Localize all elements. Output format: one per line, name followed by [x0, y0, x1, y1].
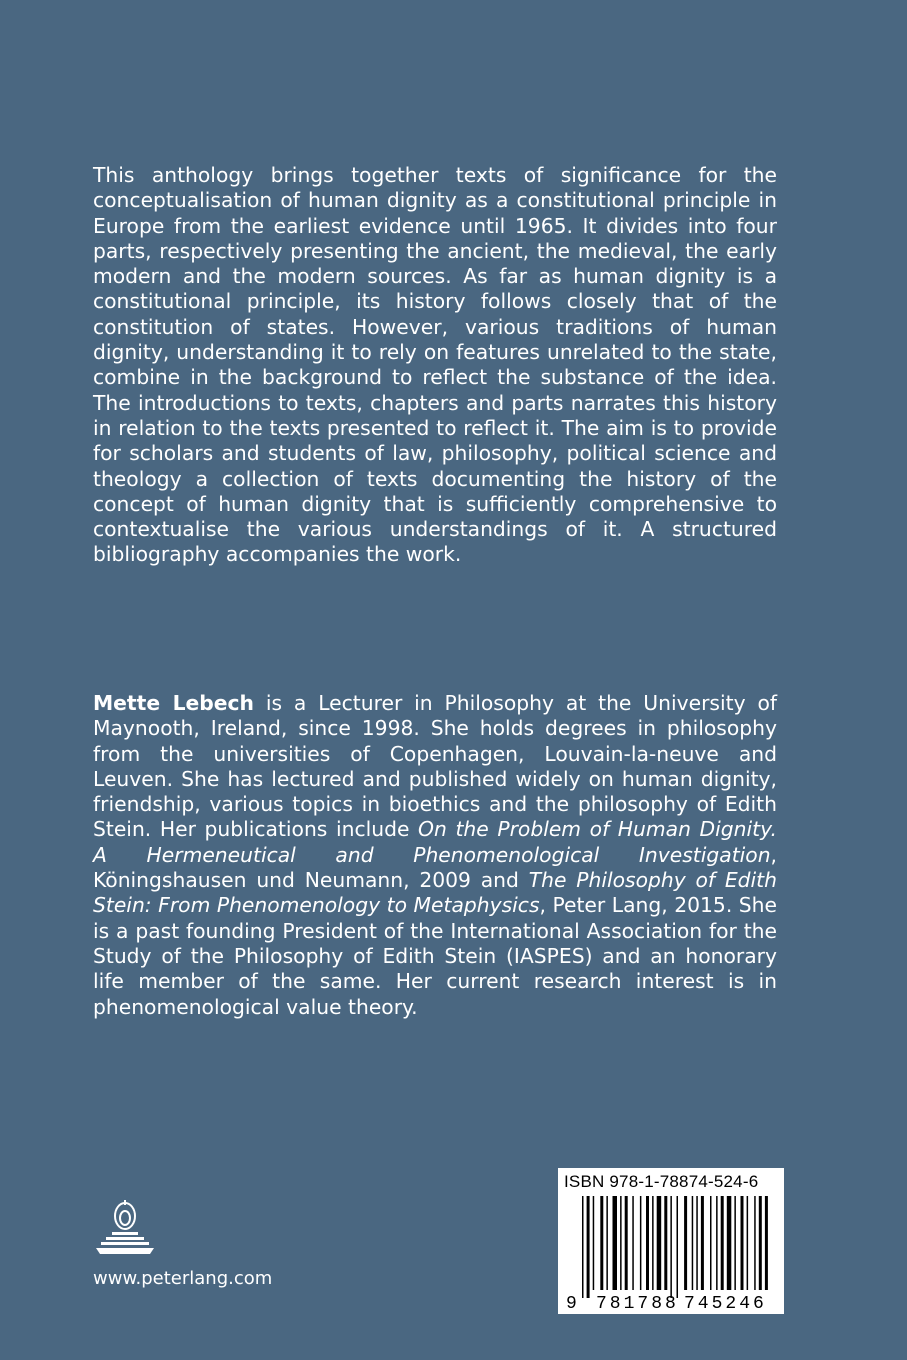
barcode-bar: [664, 1196, 667, 1290]
barcode-bar: [716, 1196, 718, 1290]
bio-text-2: , Köningshausen und Neumann, 2009 and: [93, 842, 777, 893]
barcode-bar: [652, 1196, 654, 1290]
barcode-bar: [754, 1196, 756, 1290]
bio-text-3: , Peter Lang, 2015. She is a past founding President of the International Association for the Study of the Philosophy of Edith Stein (IASPES) and an honorary life member of the same. Her current research interest is in phenomenological value theory.: [93, 893, 777, 1019]
barcode-bars: [558, 1168, 784, 1314]
barcode-bar: [593, 1196, 595, 1290]
barcode-bar: [646, 1196, 649, 1290]
barcode-bar: [620, 1196, 622, 1290]
barcode-bar: [727, 1196, 732, 1290]
barcode-bar: [692, 1196, 694, 1290]
publisher-logo-icon: [96, 1196, 154, 1258]
isbn-label: ISBN 978-1-78874-524-6: [564, 1172, 759, 1191]
barcode-digits-left: 781788: [596, 1294, 679, 1314]
barcode-bar: [582, 1196, 584, 1298]
book-title-2: The Philosophy of Edith Stein: From Phenomenology to Metaphysics: [93, 868, 777, 918]
barcode-bar: [734, 1196, 736, 1290]
book-description: This anthology brings together texts of significance for the conceptualisation of human dignity as a constitutional principle in Europe from the earliest evidence until 1965. It divides into four parts, respectively presenting the ancient, the medieval, the early modern and the modern sources. As far as human dignity is a constitutional principle, its history follows closely that of the constitution of states. However, various traditions of human dignity, understanding it to rely on features unrelated to the state, combine in the background to reflect the substance of the idea. The introductions to texts, chapters and parts narrates this history in relation to the texts presented to reflect it. The aim is to provide for scholars and students of law, philosophy, political science and theology a collection of texts documenting the history of the concept of human dignity that is sufficiently comprehensive to contextualise the various understandings of it. A structured bibliography accompanies the work.: [93, 163, 777, 567]
barcode-bar: [632, 1196, 634, 1290]
barcode-bar: [657, 1196, 662, 1290]
author-bio: [93, 691, 777, 1020]
isbn-barcode: [558, 1168, 784, 1314]
barcode-digits-right: 745246: [684, 1294, 767, 1314]
barcode-digit-first: 9: [566, 1294, 577, 1314]
book-title-1: On the Problem of Human Dignity. A Hermeneutical and Phenomenological Investigation: [93, 817, 777, 867]
barcode-bar: [741, 1196, 744, 1290]
barcode-bar: [759, 1196, 762, 1290]
publisher-website[interactable]: www.peterlang.com: [93, 1268, 273, 1289]
barcode-bar: [684, 1196, 687, 1290]
barcode-bar: [765, 1196, 768, 1290]
barcode-bar: [701, 1196, 704, 1290]
barcode-bar: [600, 1196, 603, 1290]
barcode-bar: [721, 1196, 724, 1290]
barcode-bar: [747, 1196, 749, 1290]
barcode-bar: [670, 1196, 672, 1298]
barcode-bar: [625, 1196, 628, 1290]
barcode-bar: [696, 1196, 698, 1290]
barcode-bar: [640, 1196, 642, 1290]
barcode-bar: [677, 1196, 679, 1298]
barcode-bar: [606, 1196, 608, 1290]
barcode-bar: [613, 1196, 618, 1290]
barcode-bar: [587, 1196, 590, 1298]
bio-text-1: is a Lecturer in Philosophy at the University of Maynooth, Ireland, since 1998. She holds degrees in philosophy from the universities of Copenhagen, Louvain-la-neuve and Leuven. She has lectured and published widely on human dignity, friendship, various topics in bioethics and the philosophy of Edith Stein. Her publications include: [93, 691, 777, 842]
author-name: Mette Lebech: [93, 691, 254, 715]
barcode-bar: [710, 1196, 712, 1290]
